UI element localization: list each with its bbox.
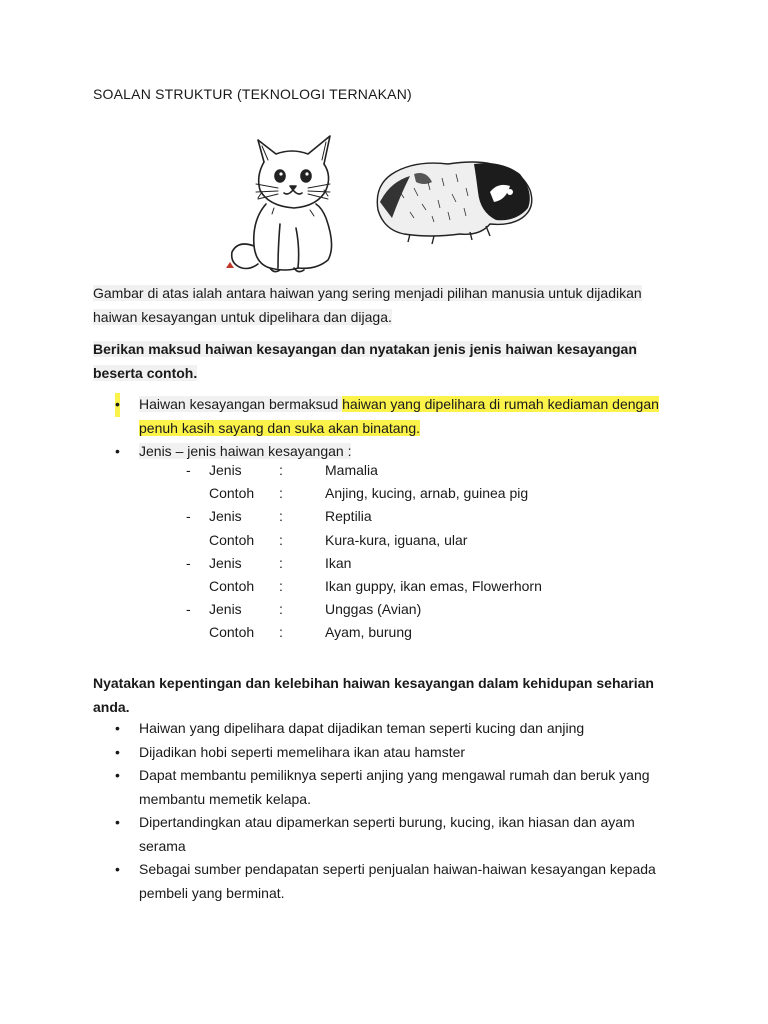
bullet: •	[115, 720, 120, 736]
example-label: Contoh	[209, 577, 255, 594]
type-value: Mamalia	[325, 462, 378, 478]
list-item	[93, 393, 683, 440]
cat-sketch-icon	[218, 128, 358, 276]
type-value: Unggas (Avian)	[325, 601, 422, 618]
type-label: Jenis	[209, 462, 242, 478]
dash: -	[186, 601, 191, 618]
point-text: Haiwan yang dipelihara dapat dijadikan teman seperti kucing dan anjing	[139, 720, 585, 736]
type-label: Jenis	[209, 554, 242, 571]
bullet: •	[115, 767, 120, 783]
type-label: Jenis	[209, 508, 242, 525]
type-value: Ikan	[325, 554, 352, 571]
example-label: Contoh	[209, 624, 255, 641]
colon: :	[279, 485, 283, 502]
example-value: Kura-kura, iguana, ular	[325, 531, 468, 548]
list-item	[93, 440, 683, 464]
colon: :	[279, 624, 283, 641]
list-item	[93, 717, 683, 741]
table-row	[0, 578, 768, 601]
point-text: Dijadikan hobi seperti memelihara ikan atau hamster	[139, 743, 466, 760]
types-table	[0, 462, 768, 648]
example-label: Contoh	[209, 485, 255, 502]
dash: -	[186, 508, 191, 525]
bullet: •	[115, 743, 120, 760]
list-item	[93, 811, 683, 858]
meaning-highlight: haiwan yang dipelihara di rumah kediaman dengan penuh kasih sayang dan suka akan binatang.	[139, 396, 659, 436]
document-title: SOALAN STRUKTUR (TEKNOLOGI TERNAKAN)	[93, 86, 412, 102]
colon: :	[279, 554, 283, 571]
table-row	[0, 508, 768, 531]
bullet: •	[115, 393, 120, 417]
colon: :	[279, 462, 283, 478]
question-1	[93, 337, 683, 385]
intro-text: Gambar di atas ialah antara haiwan yang sering menjadi pilihan manusia untuk dijadikan haiwan kesayangan untuk dipelihara dan dijaga.	[93, 285, 642, 325]
types-intro: Jenis – jenis haiwan kesayangan :	[139, 443, 352, 459]
question-1-text: Berikan maksud haiwan kesayangan dan nyatakan jenis jenis haiwan kesayangan beserta contoh.	[93, 341, 637, 381]
point-text: Dipertandingkan atau dipamerkan seperti burung, kucing, ikan hiasan dan ayam serama	[139, 814, 635, 854]
list-item	[93, 858, 683, 905]
intro-paragraph	[93, 281, 683, 329]
colon: :	[279, 577, 283, 594]
table-row	[0, 555, 768, 578]
colon: :	[279, 531, 283, 548]
example-value: Ayam, burung	[325, 624, 412, 641]
question-2	[93, 671, 683, 719]
bullet: •	[115, 814, 120, 830]
list-item	[93, 764, 683, 811]
example-value: Ikan guppy, ikan emas, Flowerhorn	[325, 577, 542, 594]
type-value: Reptilia	[325, 508, 372, 525]
question-2-answer-list	[93, 717, 683, 905]
meaning-prefix: Haiwan kesayangan bermaksud	[139, 396, 343, 412]
example-value: Anjing, kucing, arnab, guinea pig	[325, 485, 529, 502]
colon: :	[279, 601, 283, 618]
table-row	[0, 601, 768, 624]
question-2-text: Nyatakan kepentingan dan kelebihan haiwan kesayangan dalam kehidupan seharian anda.	[93, 675, 654, 715]
bullet: •	[115, 443, 120, 459]
table-row	[0, 532, 768, 555]
table-row	[0, 462, 768, 485]
list-item	[93, 741, 683, 765]
dash: -	[186, 462, 191, 478]
table-row	[0, 624, 768, 647]
point-text: Sebagai sumber pendapatan seperti penjualan haiwan-haiwan kesayangan kepada pembeli yang berminat.	[139, 861, 656, 901]
type-label: Jenis	[209, 601, 242, 618]
point-text: Dapat membantu pemiliknya seperti anjing yang mengawal rumah dan beruk yang membantu memetik kelapa.	[139, 767, 650, 807]
guinea-pig-sketch-icon	[370, 152, 535, 247]
question-1-answer-list	[93, 393, 683, 464]
bullet: •	[115, 861, 120, 877]
example-label: Contoh	[209, 531, 255, 548]
colon: :	[279, 508, 283, 525]
dash: -	[186, 554, 191, 571]
table-row	[0, 485, 768, 508]
